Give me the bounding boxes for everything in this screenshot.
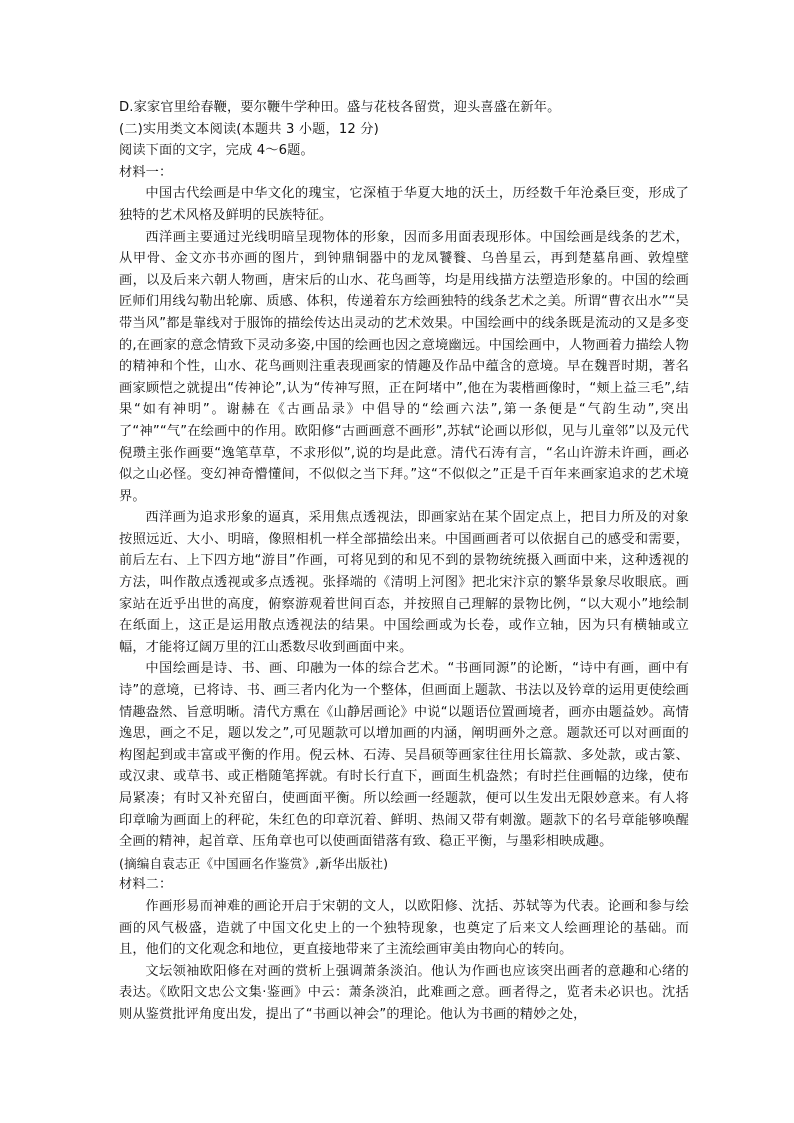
- document-paragraph: D.家家官里给春鞭，要尔鞭牛学种田。盛与花枝各留赏，迎头喜盛在新年。: [119, 100, 561, 115]
- document-paragraph: 西洋画为追求形象的逼真，采用焦点透视法，即画家站在某个固定点上，把目力所及的对象按照远近、大小、明暗，像照相机一样全部描绘出来。中国画画者可以依据自己的感受和需要，前后左右、上下四方地“游目”作画，可将见到的和见不到的景物统统摄入画面中来，这种透视的方法，叫作散点透视或多点透视。张择端的《清明上河图》把北宋汴京的繁华景象尽收眼底。画家站在近乎出世的高度，俯察游观着世间百态，并按照自己理解的景物比例，“以大观小”地绘制在纸面上，这正是运用散点透视法的结果。中国绘画或为长卷，或作立轴，因为只有横轴或立幅，才能将辽阔万里的江山悉数尽收到画面中来。: [119, 510, 689, 655]
- document-body: [119, 97, 689, 1026]
- document-paragraph: 中国绘画是诗、书、画、印融为一体的综合艺术。“书画同源”的论断，“诗中有画，画中有诗”的意境，已将诗、书、画三者内化为一个整体，但画面上题款、书法以及钤章的运用更使绘画情趣盎然、旨意明晰。清代方熏在《山静居画论》中说“以题语位置画境者，画亦由题益妙。高情逸思，画之不足，题以发之”,可见题款可以增加画的内涵，阐明画外之意。题款还可以对画面的构图起到或丰富或平衡的作用。倪云林、石涛、吴昌硕等画家往往用长篇款、多处款，或古篆、或汉隶、或草书、或正楷随笔挥就。有时长行直下，画面生机盎然；有时拦住画幅的边缘，使布局紧凑；有时又补充留白，使画面平衡。所以绘画一经题款，便可以生发出无限妙意来。有人将印章喻为画面上的秤砣，朱红色的印章沉着、鲜明、热闹又带有刺激。题款下的名号章能够唤醒全画的精神，起首章、压角章也可以使画面错落有致、稳正平衡，与墨彩相映成趣。: [119, 661, 689, 850]
- document-paragraph: 文坛领袖欧阳修在对画的赏析上强调萧条淡泊。他认为作画也应该突出画者的意趣和心绪的表达。《欧阳文忠公文集·鉴画》中云：萧条淡泊，此难画之意。画者得之，览者未必识也。沈括则从鉴赏批评角度出发，提出了“书画以神会”的理论。他认为书画的精妙之处，: [119, 963, 689, 1022]
- document-paragraph: 材料一：: [119, 164, 173, 180]
- document-paragraph: (摘编自袁志正《中国画名作鉴赏》,新华出版社): [119, 855, 389, 871]
- document-paragraph: (二)实用类文本阅读(本题共 3 小题，12 分): [119, 121, 379, 137]
- document-paragraph: 作画形易而神难的画论开启于宋朝的文人，以欧阳修、沈括、苏轼等为代表。论画和参与绘画的风气极盛，造就了中国文化史上的一个独特现象，也奠定了后来文人绘画理论的基础。而且，他们的文化观念和地位，更直接地带来了主流绘画审美由物向心的转向。: [119, 898, 689, 958]
- document-paragraph: 西洋画主要通过光线明暗呈现物体的形象，因而多用面表现形体。中国绘画是线条的艺术，从甲骨、金文亦书亦画的图片，到钟鼎铜器中的龙凤饕餮、乌兽星云，再到楚墓帛画、敦煌壁画，以及后来六朝人物画，唐宋后的山水、花鸟画等，均是用线描方法塑造形象的。中国的绘画匠师们用线勾勒出轮廓、质感、体积，传递着东方绘画独特的线条艺术之美。所谓“曹衣出水”“吴带当风”都是靠线对于服饰的描绘传达出灵动的艺术效果。中国绘画中的线条既是流动的又是多变的,在画家的意念情致下灵动多姿,中国的绘画也因之意境幽远。中国绘画中，人物画着力描绘人物的精神和个性，山水、花鸟画则注重表现画家的情趣及作品中蕴含的意境。早在魏晋时期，著名画家顾恺之就提出“传神论”,认为“传神写照，正在阿堵中”,他在为裴楷画像时，“颊上益三毛”,结果“如有神明”。谢赫在《古画品录》中倡导的“绘画六法”,第一条便是“气韵生动”,突出了“神”“气”在绘画中的作用。欧阳修“古画画意不画形”,苏轼“论画以形似，见与儿童邻”以及元代倪瓒主张作画要“逸笔草草，不求形似”,说的均是此意。清代石涛有言，“名山许游未许画，画必似之山必怪。变幻神奇懵懂间，不似似之当下拜。”这“不似似之”正是千百年来画家追求的艺术境界。: [119, 229, 689, 504]
- document-paragraph: 材料二：: [119, 877, 173, 893]
- document-paragraph: 阅读下面的文字，完成 4～6题。: [119, 143, 314, 159]
- document-paragraph: 中国古代绘画是中华文化的瑰宝，它深植于华夏大地的沃土，历经数千年沧桑巨变，形成了独特的艺术风格及鲜明的民族特征。: [119, 186, 689, 223]
